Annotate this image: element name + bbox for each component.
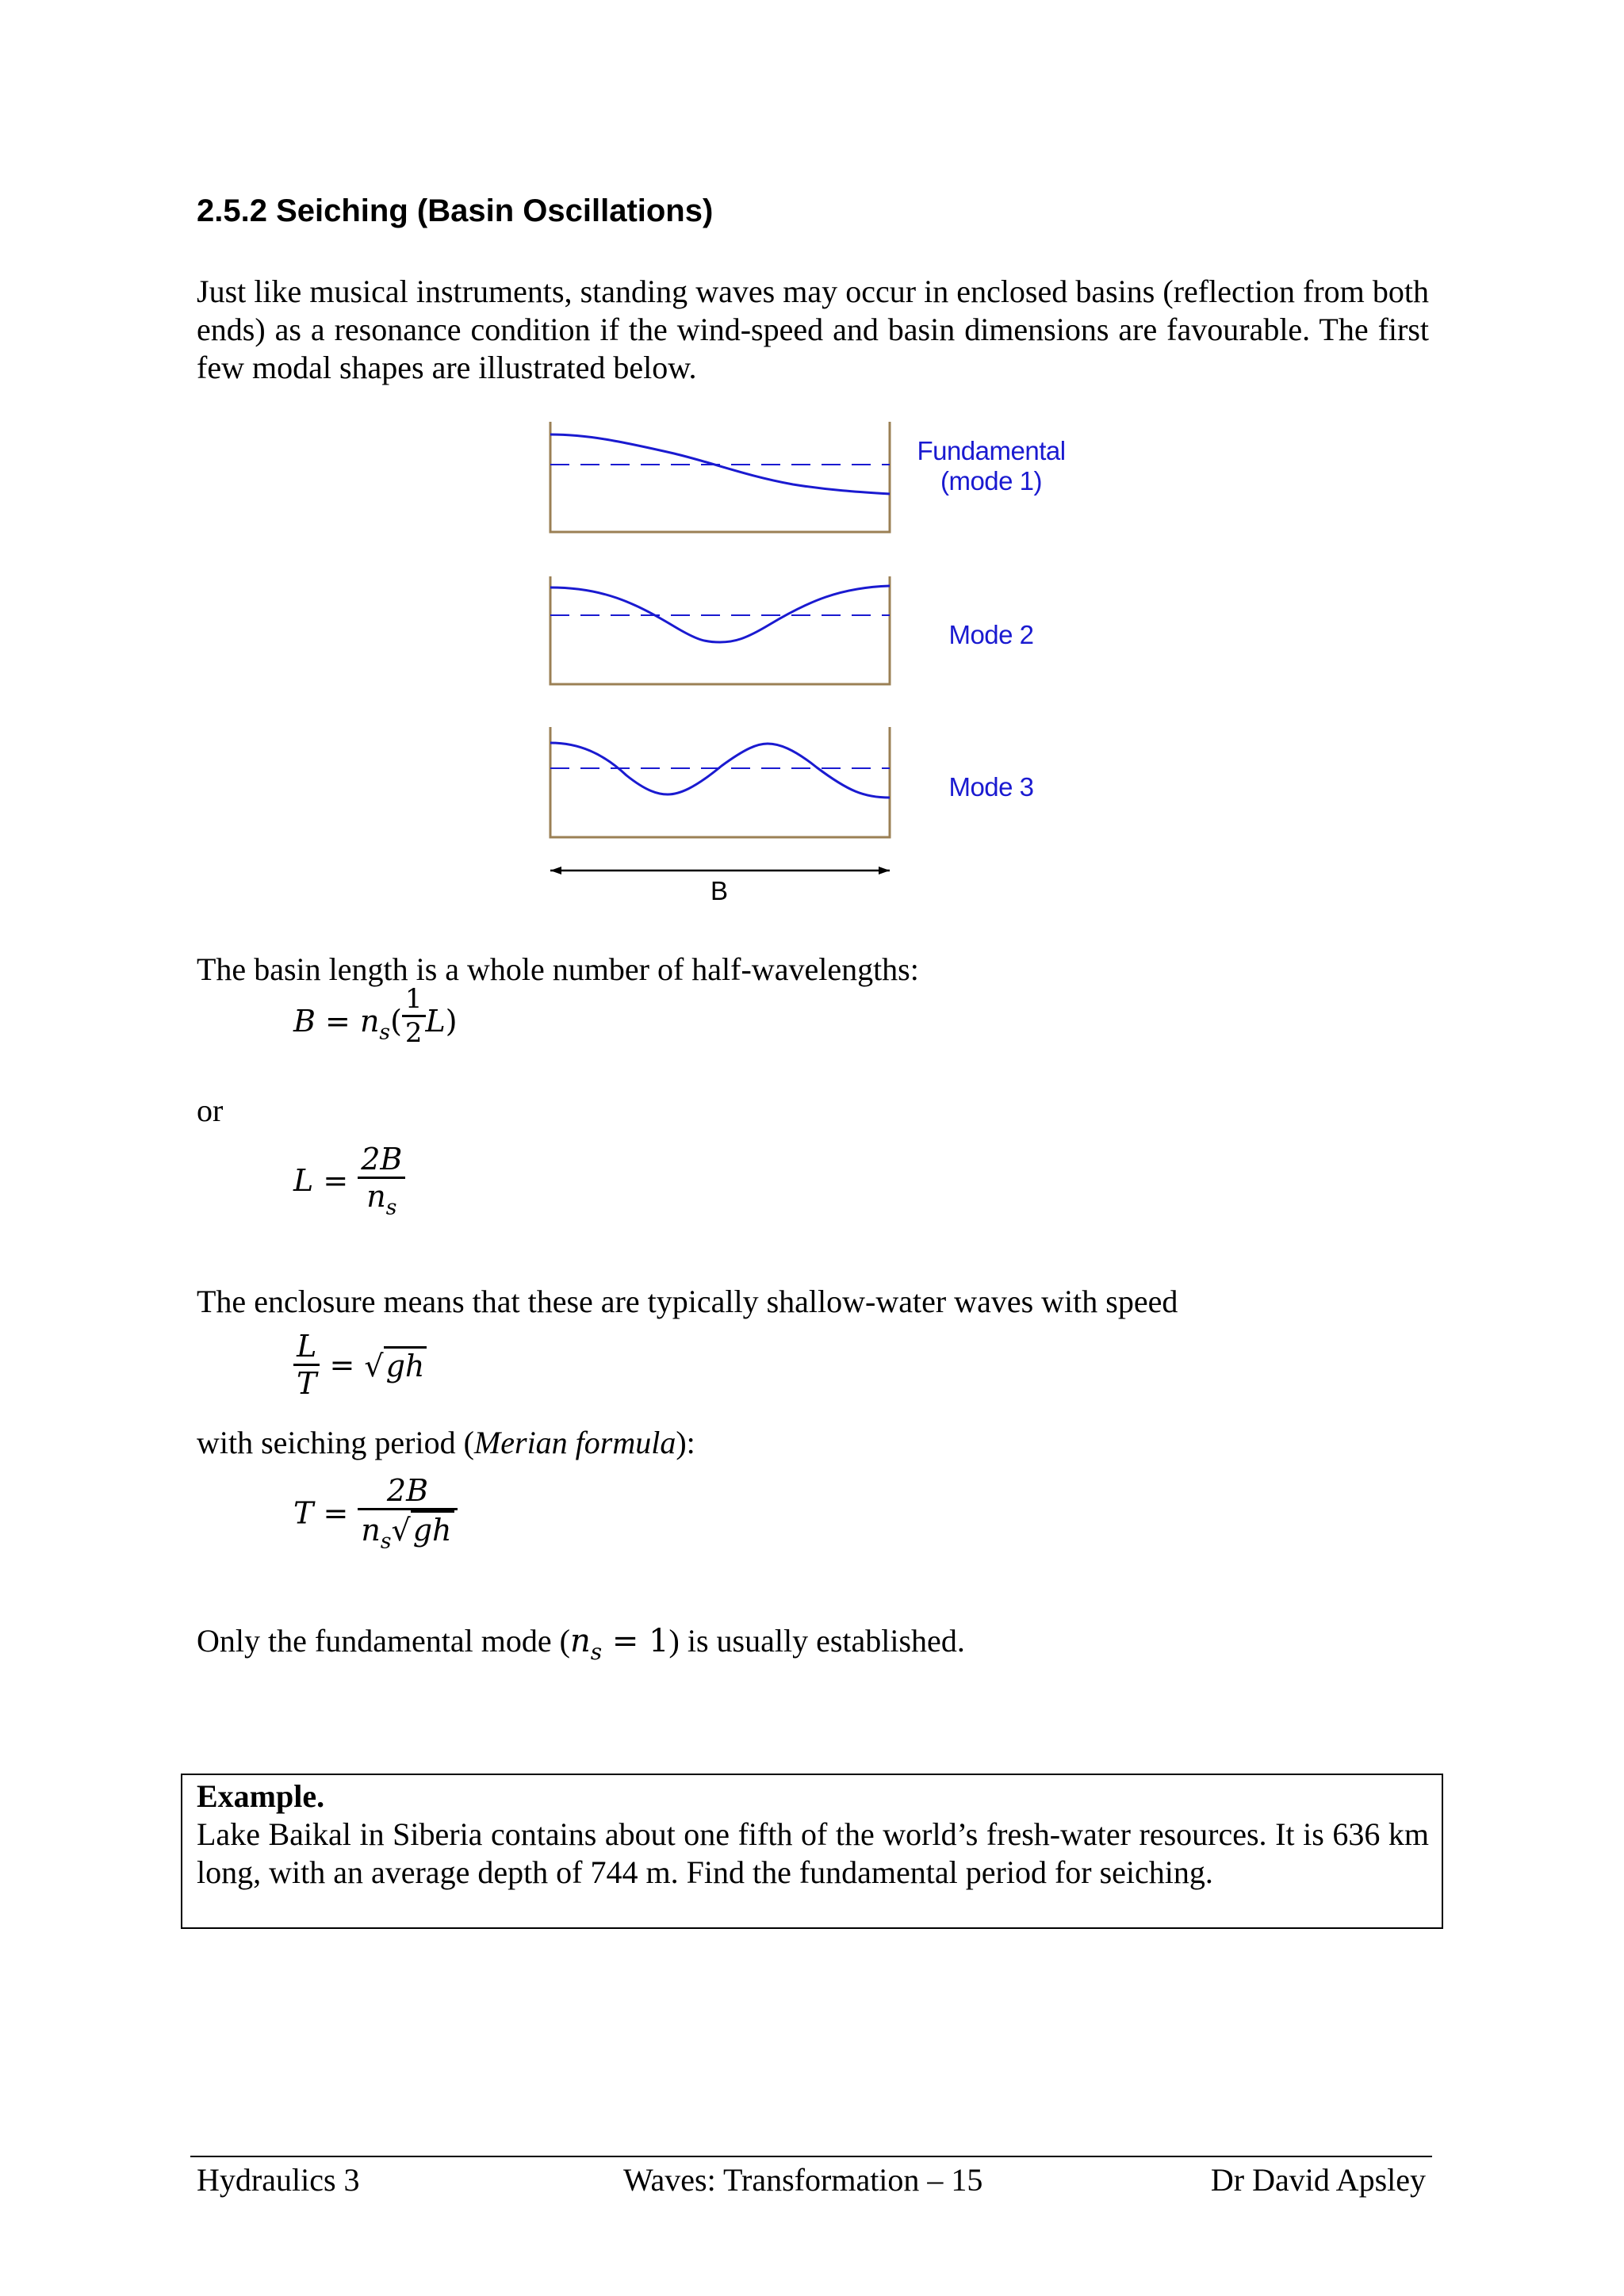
label-mode-3: Mode 3 bbox=[948, 772, 1034, 802]
merian-formula-label: Merian formula bbox=[473, 1425, 676, 1460]
eq4-numerator: 2B bbox=[358, 1473, 457, 1510]
eq1-lhs: B bbox=[293, 1004, 316, 1039]
footer-center: Waves: Transformation – 15 bbox=[623, 2162, 983, 2198]
example-title: Example. bbox=[197, 1778, 325, 1814]
eq2-lhs: L bbox=[293, 1163, 314, 1199]
basin-mode-3 bbox=[550, 727, 890, 837]
enclosure-text: The enclosure means that these are typically shallow-water waves with speed bbox=[197, 1284, 1178, 1319]
basin-length-text: The basin length is a whole number of half-wavelengths: bbox=[197, 951, 919, 987]
equation-basin-length: $B = n_s$( $\frac{1}{2}$ L) bbox=[293, 983, 458, 1049]
eq1-fraction-denominator: 2 bbox=[404, 1017, 423, 1049]
section-heading: 2.5.2 Seiching (Basin Oscillations) bbox=[197, 193, 714, 228]
eq3-radicand: gh bbox=[384, 1346, 427, 1383]
eq1-subscript: s bbox=[379, 1020, 391, 1045]
label-mode-2: Mode 2 bbox=[948, 620, 1034, 649]
eq4-lhs: T bbox=[293, 1495, 314, 1531]
seiche-modes-figure bbox=[0, 0, 1624, 936]
basin-mode-2 bbox=[550, 576, 890, 684]
eq1-n: n bbox=[359, 1004, 380, 1039]
intro-paragraph: Just like musical instruments, standing waves may occur in enclosed basins (reflection from both ends) as a resonance condition if the wind-speed and basin dimensions are favourable. The first few modal shapes are illustrated below. bbox=[197, 274, 1429, 385]
eq4-denominator: $n_s√gh$ bbox=[358, 1510, 457, 1553]
dimension-label: B bbox=[710, 876, 729, 905]
footer-rule bbox=[190, 2156, 1432, 2157]
label-mode-1: (mode 1) bbox=[940, 466, 1043, 496]
eq3-denominator: T bbox=[297, 1366, 317, 1401]
or-text: or bbox=[197, 1093, 224, 1128]
wave-profile bbox=[550, 743, 890, 798]
eq2-denominator: $n_s$ bbox=[366, 1179, 397, 1220]
wave-profile bbox=[550, 586, 890, 642]
footer-left: Hydraulics 3 bbox=[197, 2162, 360, 2198]
eq2-numerator: 2B bbox=[358, 1142, 405, 1179]
example-text: Lake Baikal in Siberia contains about one fifth of the world’s fresh-water resources. It is 636 km long, with an average depth of 744 m. Find the fundamental period for seiching. bbox=[197, 1816, 1429, 1890]
equation-wave-speed: $\frac{L}{T}$ = √gh bbox=[293, 1329, 427, 1401]
footer-right: Dr David Apsley bbox=[1210, 2162, 1426, 2198]
eq1-fraction-numerator: 1 bbox=[402, 983, 426, 1017]
label-fundamental: Fundamental bbox=[917, 436, 1066, 465]
eq1-L: L bbox=[425, 1004, 446, 1039]
equation-seiching-period: T = $\frac{2B}{n_s√gh}$ bbox=[293, 1473, 458, 1553]
basin-mode-1 bbox=[550, 422, 890, 532]
period-text: with seiching period (Merian formula): bbox=[197, 1425, 695, 1460]
fundamental-mode-text: Only the fundamental mode $(n_s = 1)$ is usually established. bbox=[197, 1623, 965, 1665]
eq3-numerator: L bbox=[293, 1329, 320, 1366]
equation-wavelength: L = $\frac{2B}{n_s}$ bbox=[293, 1142, 405, 1219]
